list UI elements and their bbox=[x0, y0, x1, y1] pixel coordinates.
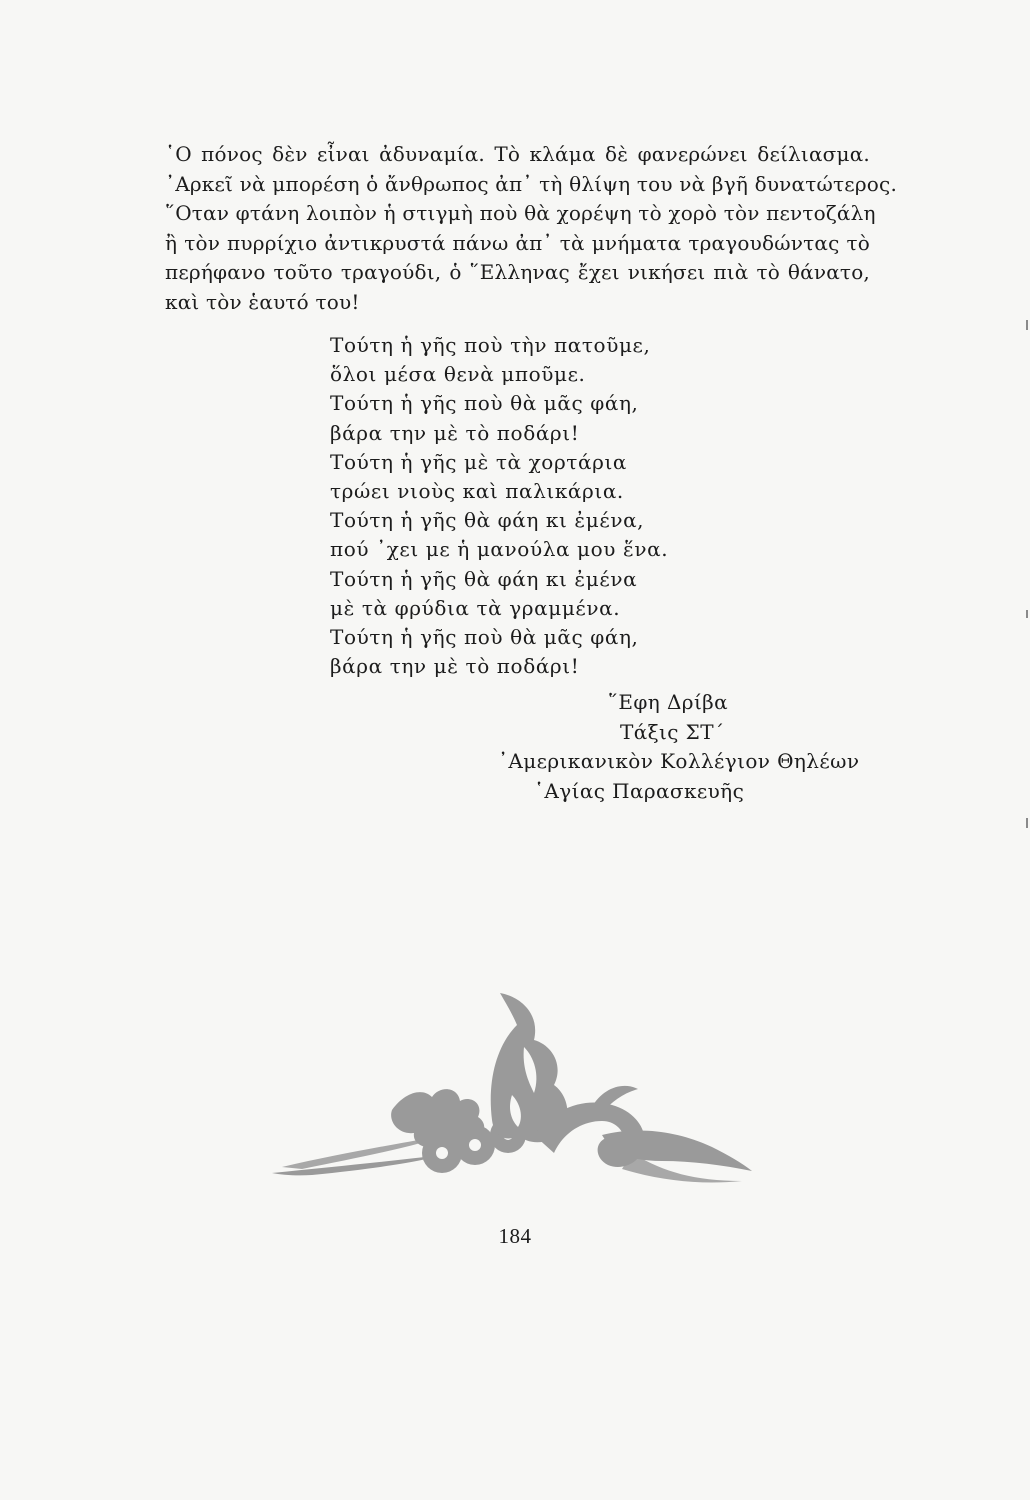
poem-verse: Τούτη ἡ γῆς ποὺ τὴν πατοῦμε, bbox=[330, 333, 651, 357]
poem-verse: βάρα την μὲ τὸ ποδάρι! bbox=[330, 654, 580, 679]
author-name: ῞Εφη Δρίβα bbox=[608, 690, 729, 714]
poem-verse: Τούτη ἡ γῆς ποὺ θὰ μᾶς φάη, bbox=[330, 391, 639, 416]
poem-verse: βάρα την μὲ τὸ ποδάρι! bbox=[330, 420, 580, 445]
prose-line: ῞Οταν φτάνη λοιπὸν ἡ στιγμὴ ποὺ θὰ χορέψη τὸ χορὸ τὸν πεντοζάλη bbox=[165, 201, 876, 225]
scan-edge-mark bbox=[1026, 610, 1028, 618]
prose-line: ᾿Αρκεῖ νὰ μπορέση ὁ ἄνθρωπος ἀπ᾿ τὴ θλίψη του νὰ βγῆ δυνατώτερος. bbox=[165, 171, 898, 196]
author-school: ᾿Αμερικανικὸν Κολλέγιον Θηλέων bbox=[498, 749, 860, 773]
page-number: 184 bbox=[498, 1224, 532, 1248]
prose-line: ῾Ο πόνος δὲν εἶναι ἀδυναμία. Τὸ κλάμα δὲ φανερώνει δείλιασμα. bbox=[165, 142, 870, 166]
poem-verse: Τούτη ἡ γῆς θὰ φάη κι ἐμένα, bbox=[330, 508, 645, 533]
prose-line: καὶ τὸν ἑαυτό του! bbox=[165, 289, 360, 314]
poem-verse: τρώει νιοὺς καὶ παλικάρια. bbox=[330, 479, 624, 504]
prose-paragraph bbox=[165, 140, 898, 317]
poem-verse: Τούτη ἡ γῆς θὰ φάη κι ἐμένα bbox=[330, 566, 638, 591]
author-signature bbox=[440, 688, 900, 806]
scan-edge-mark bbox=[1026, 818, 1028, 828]
poem-verse: Τούτη ἡ γῆς μὲ τὰ χορτάρια bbox=[330, 449, 627, 474]
prose-line: περήφανο τοῦτο τραγούδι, ὁ ῞Ελληνας ἔχει νικήσει πιὰ τὸ θάνατο, bbox=[165, 260, 870, 284]
poem-verse: πού ᾿χει με ἡ μανούλα μου ἕνα. bbox=[330, 537, 669, 562]
scan-edge-mark bbox=[1026, 320, 1028, 330]
poem-verse: μὲ τὰ φρύδια τὰ γραμμένα. bbox=[330, 595, 621, 620]
acanthus-ornament-icon bbox=[272, 985, 752, 1195]
author-place: ῾Αγίας Παρασκευῆς bbox=[534, 778, 745, 803]
poem-verse: ὅλοι μέσα θενὰ μποῦμε. bbox=[330, 362, 586, 387]
poem-verse: Τούτη ἡ γῆς ποὺ θὰ μᾶς φάη, bbox=[330, 625, 639, 650]
author-class: Τάξις ΣΤ΄ bbox=[620, 719, 725, 744]
poem bbox=[330, 331, 730, 681]
prose-line: ἢ τὸν πυρρίχιο ἀντικρυστά πάνω ἀπ᾿ τὰ μνήματα τραγουδώντας τὸ bbox=[165, 230, 870, 255]
